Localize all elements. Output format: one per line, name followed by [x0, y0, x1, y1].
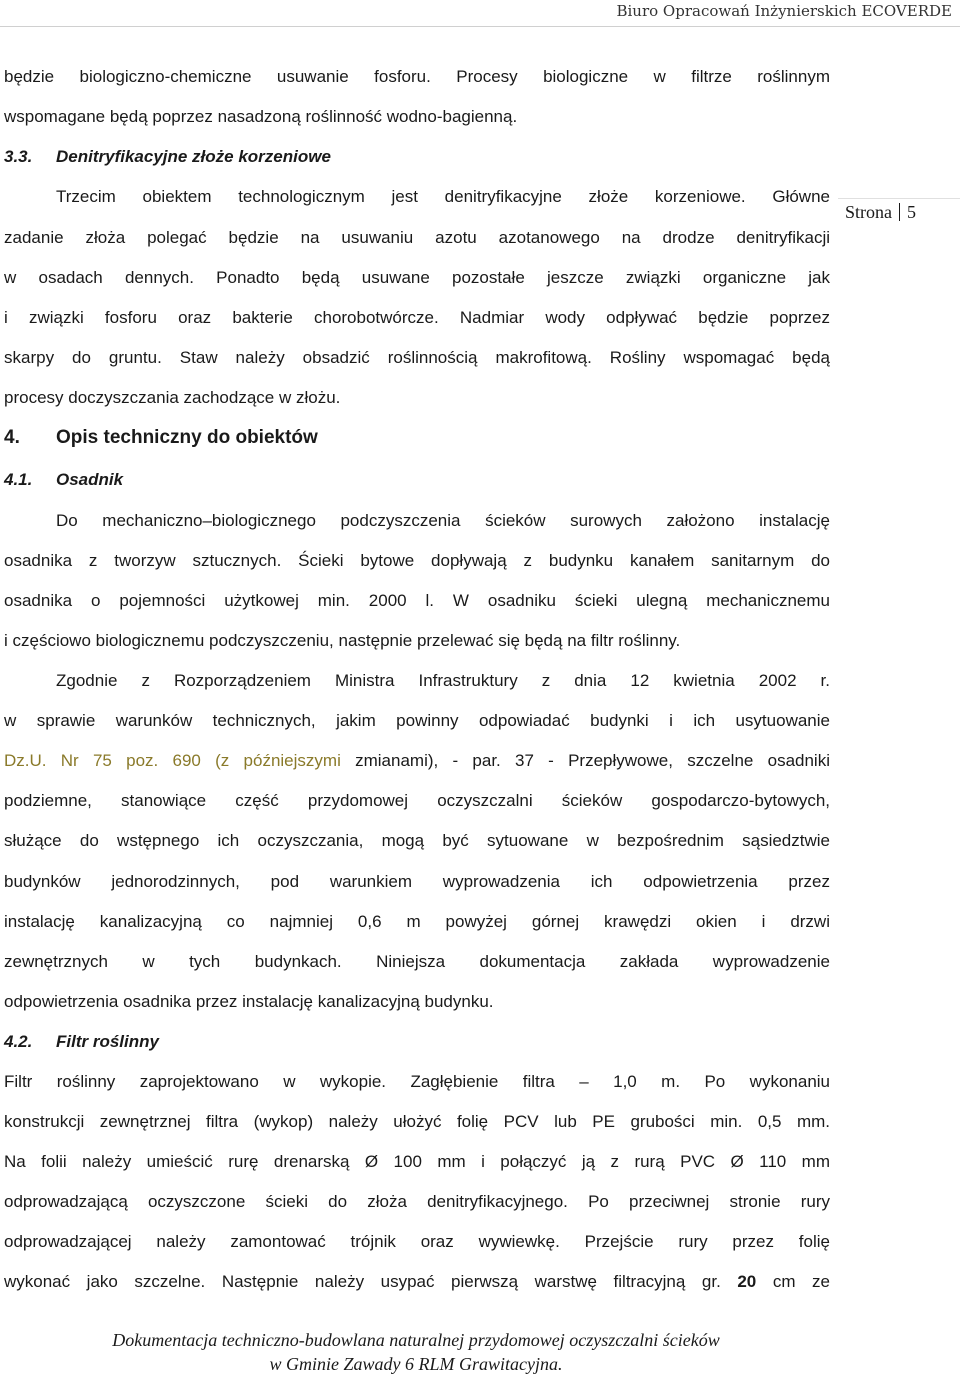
section-number: 4.	[4, 427, 20, 448]
section-title: Osadnik	[56, 470, 124, 489]
paragraph-line: osadnika o pojemności użytkowej min. 2000 l. W osadniku ścieki ulegną mechanicznemu	[4, 591, 830, 610]
paragraph-line: Trzecim obiektem technologicznym jest denitryfikacyjne złoże korzeniowe. Główne	[56, 187, 830, 206]
page-header	[0, 0, 960, 27]
paragraph-line: odpowietrzenia osadnika przez instalację kanalizacyjną budynku.	[4, 992, 494, 1011]
paragraph-line: procesy doczyszczania zachodzące w złożu.	[4, 388, 341, 407]
page-word: Strona	[845, 202, 892, 222]
paragraph-text: cm ze	[772, 1272, 830, 1291]
section-heading-3-3	[4, 146, 331, 168]
page-number: 5	[907, 202, 916, 222]
section-number: 4.1.	[4, 470, 33, 489]
page-number-label	[845, 202, 916, 223]
section-heading-4-1	[4, 469, 123, 491]
paragraph-line: instalację kanalizacyjną co najmniej 0,6 m powyżej górnej krawędzi okien i drzwi	[4, 912, 830, 931]
paragraph-line: Do mechaniczno–biologicznego podczyszczenia ścieków surowych założono instalację	[56, 511, 830, 530]
paragraph-line: Zgodnie z Rozporządzeniem Ministra Infrastruktury z dnia 12 kwietnia 2002 r.	[56, 671, 830, 690]
footer-line-1: Dokumentacja techniczno-budowlana naturalnej przydomowej oczyszczalni ścieków	[112, 1330, 720, 1350]
footer-line-2: w Gminie Zawady 6 RLM Grawitacyjna.	[269, 1354, 563, 1374]
paragraph-line: konstrukcji zewnętrznej filtra (wykop) należy ułożyć folię PCV lub PE grubości min. 0,5 mm.	[4, 1112, 830, 1131]
paragraph-line: będzie biologiczno-chemiczne usuwanie fosforu. Procesy biologiczne w filtrze roślinnym	[4, 67, 830, 86]
section-title: Filtr roślinny	[56, 1032, 159, 1051]
paragraph-line	[4, 750, 830, 772]
paragraph-line: w sprawie warunków technicznych, jakim powinny odpowiadać budynki i ich usytuowanie	[4, 711, 830, 730]
paragraph-line: zewnętrznych w tych budynkach. Niniejsza dokumentacja zakłada wyprowadzenie	[4, 952, 830, 971]
paragraph-line	[4, 1271, 830, 1293]
paragraph-text: wykonać jako szczelne. Następnie należy usypać pierwszą warstwę filtracyjną gr.	[4, 1272, 721, 1291]
paragraph-line: w osadach dennych. Ponadto będą usuwane pozostałe jeszcze związki organiczne jak	[4, 268, 830, 287]
paragraph-line: osadnika z tworzyw sztucznych. Ścieki bytowe dopływają z budynku kanałem sanitarnym do	[4, 551, 830, 570]
emphasized-value: 20	[737, 1272, 757, 1291]
paragraph-line: zadanie złoża polegać będzie na usuwaniu azotu azotanowego na drodze denitryfikacji	[4, 228, 830, 247]
section-title: Denitryfikacyjne złoże korzeniowe	[56, 147, 331, 166]
section-number: 3.3.	[4, 147, 33, 166]
paragraph-line: i częściowo biologicznemu podczyszczeniu, następnie przelewać się będą na filtr roślinny.	[4, 631, 681, 650]
paragraph-line: skarpy do gruntu. Staw należy obsadzić roślinnością makrofitową. Rośliny wspomagać będą	[4, 348, 830, 367]
paragraph-line: Filtr roślinny zaprojektowano w wykopie. Zagłębienie filtra – 1,0 m. Po wykonaniu	[4, 1072, 830, 1091]
paragraph-line: podziemne, stanowiące część przydomowej oczyszczalni ścieków gospodarczo-bytowych,	[4, 791, 830, 810]
paragraph-text: zmianami), - par. 37 - Przepływowe, szczelne osadniki	[355, 751, 830, 770]
paragraph-line: Na folii należy umieścić rurę drenarską Ø 100 mm i połączyć ją z rurą PVC Ø 110 mm	[4, 1152, 830, 1171]
legal-reference-link[interactable]: Dz.U. Nr 75 poz. 690 (z późniejszymi	[4, 751, 341, 770]
paragraph-line: i związki fosforu oraz bakterie chorobotwórcze. Nadmiar wody odpływać będzie poprzez	[4, 308, 830, 327]
section-heading-4-2	[4, 1031, 159, 1053]
section-number: 4.2.	[4, 1032, 33, 1051]
paragraph-line: budynków jednorodzinnych, pod warunkiem wyprowadzenia ich odpowietrzenia przez	[4, 872, 830, 891]
paragraph-line: odprowadzającej należy zamontować trójnik oraz wywiewkę. Przejście rury przez folię	[4, 1232, 830, 1251]
section-heading-4	[4, 427, 318, 449]
header-title: Biuro Opracowań Inżynierskich ECOVERDE	[616, 2, 952, 20]
page-number-rule	[838, 198, 960, 199]
paragraph-line: służące do wstępnego ich oczyszczania, mogą być sytuowane w bezpośrednim sąsiedztwie	[4, 831, 830, 850]
section-title: Opis techniczny do obiektów	[56, 427, 318, 448]
page-separator	[899, 203, 900, 221]
paragraph-line: odprowadzającą oczyszczone ścieki do złoża denitryfikacyjnego. Po przeciwnej stronie rury	[4, 1192, 830, 1211]
paragraph-line: wspomagane będą poprzez nasadzoną roślinność wodno-bagienną.	[4, 107, 518, 126]
